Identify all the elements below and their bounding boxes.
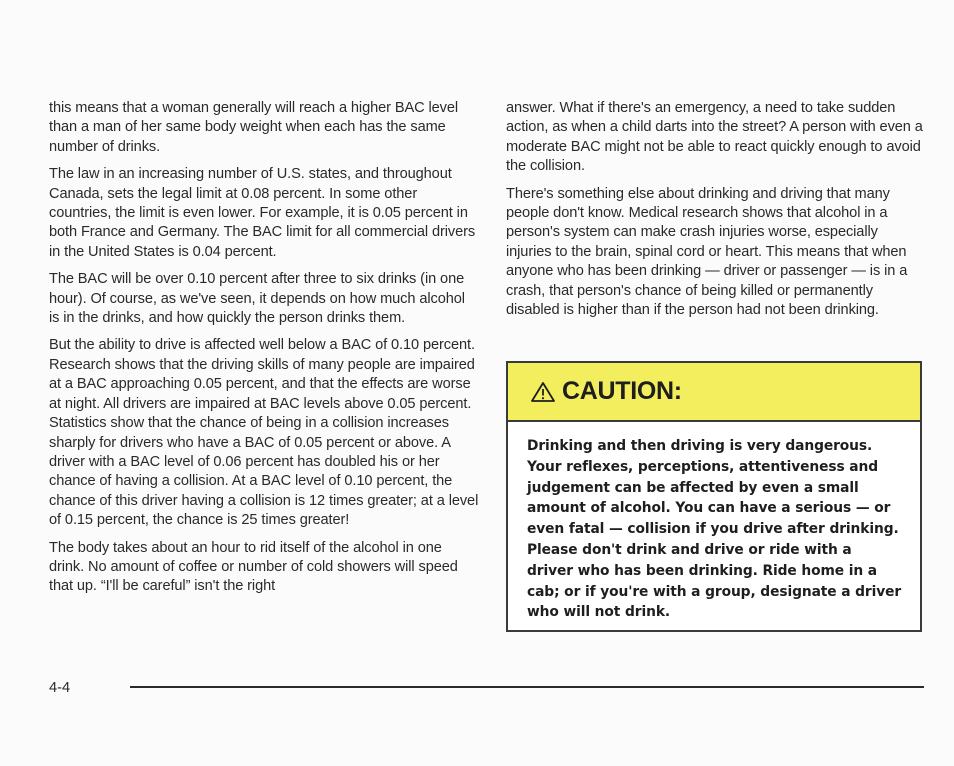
left-paragraph-2: The law in an increasing number of U.S. states, and throughout Canada, sets the legal limit at 0.08 percent. In some other countries, the limit is even lower. For example, it is 0.05 percent in both France and Germany. The BAC limit for all commercial drivers in the United States is 0.04 percent. (49, 166, 476, 260)
left-paragraph-1: this means that a woman generally will reach a higher BAC level than a man of her same body weight when each has the same number of drinks. (49, 100, 459, 155)
left-paragraph-5: The body takes about an hour to rid itself of the alcohol in one drink. No amount of coffee or number of cold showers will speed that up. “I'll be careful” isn't the right (49, 539, 458, 595)
footer-rule (130, 686, 924, 688)
left-paragraph-4: But the ability to drive is affected well below a BAC of 0.10 percent. Research shows that the driving skills of many people are impaired at a BAC approaching 0.05 percent, and that the effects are worse at night. All drivers are impaired at BAC levels above 0.05 percent. Statistics show that the chance of being in a collision increases sharply for drivers who have a BAC of 0.05 percent or above. A driver with a BAC level of 0.06 percent has doubled his or her chance of having a collision. At a BAC level of 0.10 percent, the chance of this driver having a collision is 12 times greater; at a level of 0.15 percent, the chance is 25 times greater! (49, 337, 479, 529)
caution-title: CAUTION: (562, 377, 682, 405)
caution-body: Drinking and then driving is very dangerous. Your reflexes, perceptions, attentiveness and judgement can be affected by even a small amount of alcohol. You can have a serious — or even fatal — collision if you drive after drinking. Please don't drink and drive or ride with a driver who has been drinking. Ride home in a cab; or if you're with a group, designate a driver who will not drink. (527, 438, 902, 621)
left-paragraph-3: The BAC will be over 0.10 percent after three to six drinks (in one hour). Of course, as we've seen, it depends on how much alcohol is in the drinks, and how quickly the person drinks them. (49, 271, 465, 327)
right-column (506, 99, 924, 328)
caution-box (506, 361, 922, 632)
page-number: 4-4 (49, 680, 71, 696)
warning-triangle-icon (530, 381, 556, 403)
caution-header (508, 363, 920, 422)
right-paragraph-1: answer. What if there's an emergency, a need to take sudden action, as when a child darts into the street? A person with even a moderate BAC might not be able to react quickly enough to avoid the collision. (506, 100, 923, 175)
left-column (49, 99, 479, 605)
right-paragraph-2: There's something else about drinking and driving that many people don't know. Medical research shows that alcohol in a person's system can make crash injuries worse, especially injuries to the brain, spinal cord or heart. This means that when anyone who has been drinking — driver or passenger — is in a crash, that person's chance of being killed or permanently disabled is higher than if the person had not been drinking. (506, 185, 908, 319)
